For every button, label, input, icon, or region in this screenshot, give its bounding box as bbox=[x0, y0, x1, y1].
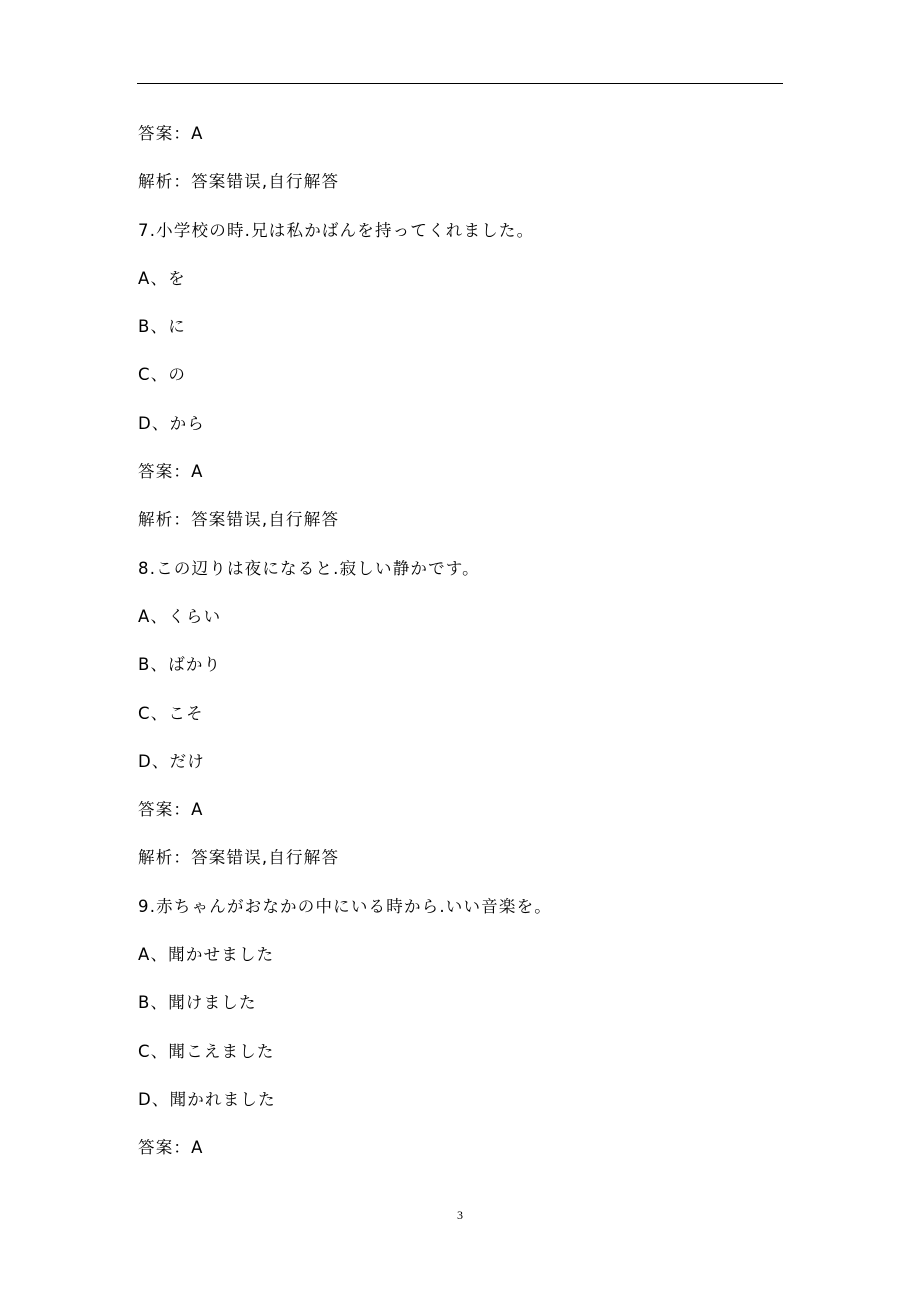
answer-line: 答案：A bbox=[138, 1138, 204, 1158]
option-a: A、くらい bbox=[138, 606, 222, 626]
option-a: A、聞かせました bbox=[138, 945, 275, 965]
option-d: D、だけ bbox=[138, 751, 206, 771]
option-c: C、の bbox=[138, 365, 187, 385]
question-9: 9.赤ちゃんがおなかの中にいる時から.いい音楽を。 bbox=[138, 896, 552, 916]
document-body bbox=[138, 110, 798, 1173]
answer-line: 答案：A bbox=[138, 462, 204, 482]
option-c: C、こそ bbox=[138, 703, 204, 723]
option-b: B、に bbox=[138, 317, 186, 337]
answer-line: 答案：A bbox=[138, 800, 204, 820]
page-number: 3 bbox=[457, 1208, 463, 1222]
option-b: B、聞けました bbox=[138, 993, 257, 1013]
header-rule bbox=[137, 83, 783, 84]
explanation-line: 解析：答案错误,自行解答 bbox=[138, 172, 340, 192]
question-8: 8.この辺りは夜になると.寂しい静かです。 bbox=[138, 558, 480, 578]
question-7: 7.小学校の時.兄は私かばんを持ってくれました。 bbox=[138, 220, 535, 240]
option-a: A、を bbox=[138, 268, 186, 288]
option-d: D、から bbox=[138, 413, 206, 433]
option-d: D、聞かれました bbox=[138, 1089, 276, 1109]
answer-line: 答案：A bbox=[138, 124, 204, 143]
option-b: B、ばかり bbox=[138, 655, 222, 675]
explanation-line: 解析：答案错误,自行解答 bbox=[138, 848, 340, 868]
explanation-line: 解析：答案错误,自行解答 bbox=[138, 510, 340, 530]
option-c: C、聞こえました bbox=[138, 1041, 275, 1061]
